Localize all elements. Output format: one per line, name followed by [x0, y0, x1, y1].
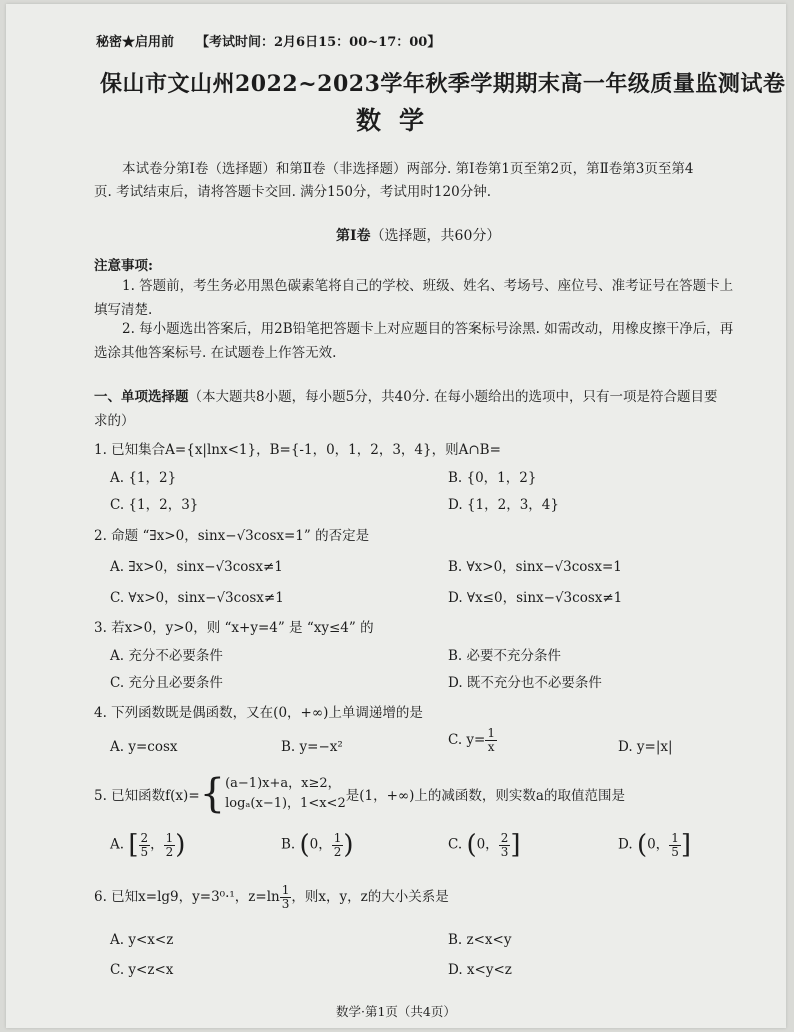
notice-line-1b: 填写清楚. [94, 302, 153, 318]
q3-option-c: C. 充分且必要条件 [110, 675, 223, 691]
q5-option-c: C. (0， $\frac{2}{3}$ ] [448, 830, 521, 860]
q1-option-a: A. {1，2} [110, 470, 177, 486]
section1-heading: 一、单项选择题 [94, 389, 189, 405]
exam-time: 【考试时间：2月6日15：00~17：00】 [196, 35, 441, 50]
exam-title: 保山市文山州2022~2023学年秋季学期期末高一年级质量监测试卷 [100, 71, 786, 97]
q5-stem: 5. 已知函数f(x)={ (a−1)x+a，x≥2， logₐ(x−1)，1<x<2 是(1，+∞)上的减函数，则实数a的取值范围是 [94, 771, 625, 817]
piecewise-cases: (a−1)x+a，x≥2， logₐ(x−1)，1<x<2 [225, 776, 346, 811]
exam-page [6, 4, 786, 1028]
q3-stem: 3. 若x>0，y>0，则 “x+y=4” 是 “xy≤4” 的 [94, 620, 374, 636]
section1-desc: （本大题共8小题，每小题5分，共40分. 在每小题给出的选项中，只有一项是符合题目要 [188, 389, 718, 405]
intro-line-1: 本试卷分第Ⅰ卷（选择题）和第Ⅱ卷（非选择题）两部分. 第Ⅰ卷第1页至第2页，第Ⅱ卷第3页至第4 [122, 161, 694, 177]
q1-option-d: D. {1，2，3，4} [448, 497, 559, 513]
part1-heading [336, 225, 500, 245]
q3-option-d: D. 既不充分也不必要条件 [448, 675, 602, 691]
section1-line-b: 求的） [94, 413, 135, 429]
q5-option-a: A. [ $\frac{2}{5}$ ， $\frac{1}{2}$ ) [110, 830, 186, 860]
notice-line-1a: 1. 答题前，考生务必用黑色碳素笔将自己的学校、班级、姓名、考场号、座位号、准考证号在答题卡上 [122, 278, 734, 294]
q2-option-c: C. ∀x>0，sinx−√3cosx≠1 [110, 590, 284, 606]
q1-option-c: C. {1，2，3} [110, 497, 199, 513]
q4-option-a: A. y=cosx [110, 739, 178, 755]
q6-stem: 6. 已知x=lg9，y=3⁰·¹，z=ln $\frac{1}{3}$ ，则x，y，z的大小关系是 [94, 883, 449, 911]
q1-option-b: B. {0，1，2} [448, 470, 537, 486]
q3-option-b: B. 必要不充分条件 [448, 648, 562, 664]
q3-option-a: A. 充分不必要条件 [110, 648, 223, 664]
notice-heading: 注意事项: [94, 258, 153, 274]
part1-title: 第Ⅰ卷 [336, 228, 371, 244]
subject-title: 数学 [356, 106, 443, 135]
q2-option-a: A. ∃x>0，sinx−√3cosx≠1 [110, 559, 283, 575]
q4-stem: 4. 下列函数既是偶函数，又在(0，+∞)上单调递增的是 [94, 705, 423, 721]
q6-option-c: C. y<z<x [110, 962, 174, 978]
notice-line-2b: 选涂其他答案标号. 在试题卷上作答无效. [94, 345, 337, 361]
q6-fraction: $\frac{1}{3}$ [281, 883, 290, 911]
q4-option-d: D. y=|x| [618, 739, 673, 755]
section1-line-a [94, 385, 717, 405]
q5-option-b: B. (0， $\frac{1}{2}$ ) [281, 830, 354, 860]
q2-option-b: B. ∀x>0，sinx−√3cosx=1 [448, 559, 622, 575]
q6-option-b: B. z<x<y [448, 932, 512, 948]
q4-option-b: B. y=−x² [281, 739, 343, 755]
q2-option-d: D. ∀x≤0，sinx−√3cosx≠1 [448, 590, 623, 606]
q6-option-d: D. x<y<z [448, 962, 512, 978]
q6-option-a: A. y<x<z [110, 932, 174, 948]
part1-note: （选择题，共60分） [370, 228, 501, 244]
q1-stem: 1. 已知集合A={x|lnx<1}，B={-1，0，1，2，3，4}，则A∩B= [94, 442, 501, 458]
q4-option-c: C. y= $\frac{1}{x}$ [448, 726, 496, 754]
q5-option-d: D. (0， $\frac{1}{5}$ ] [618, 830, 691, 860]
secret-label: 秘密★启用前 [96, 35, 175, 50]
q2-stem: 2. 命题 “∃x>0，sinx−√3cosx=1” 的否定是 [94, 528, 370, 544]
piecewise-brace: { [199, 771, 226, 817]
page-footer: 数学·第1页（共4页） [336, 1004, 456, 1019]
notice-line-2a: 2. 每小题选出答案后，用2B铅笔把答题卡上对应题目的答案标号涂黑. 如需改动，用橡皮擦干净后，再 [122, 321, 734, 337]
q4-fraction: $\frac{1}{x}$ [487, 726, 496, 754]
intro-line-2: 页. 考试结束后，请将答题卡交回. 满分150分，考试用时120分钟. [94, 184, 491, 200]
